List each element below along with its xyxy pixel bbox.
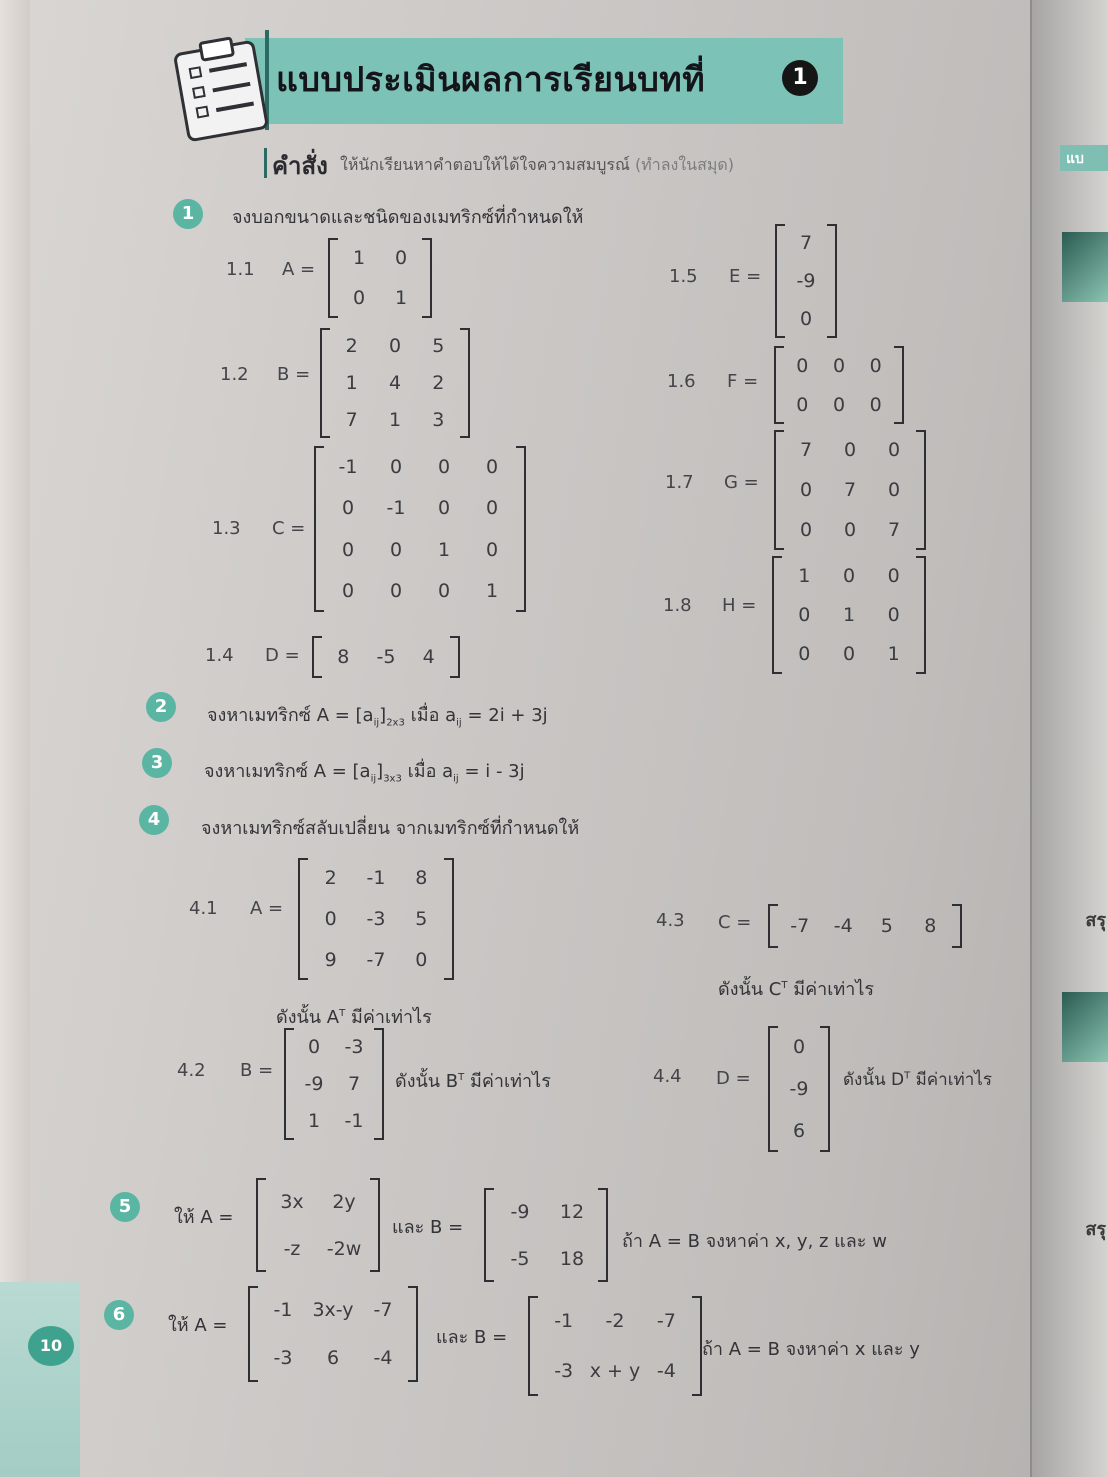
- matrix-entry: 9: [324, 948, 337, 971]
- transpose-question: ดังนั้น $A^T$ มีค่าเท่าไร: [276, 1007, 432, 1028]
- matrix-entry: -1: [338, 455, 358, 478]
- item-label: 1.7: [665, 472, 694, 493]
- matrix-entry: 12: [559, 1200, 585, 1223]
- matrix-row: [775, 262, 837, 300]
- matrix-entry: 0: [324, 907, 337, 930]
- matrix-entry: 2: [345, 335, 358, 358]
- page-number: 10: [28, 1326, 74, 1366]
- matrix-entry: 0: [437, 497, 451, 520]
- matrix-entry: 1: [394, 287, 408, 309]
- matrix-entry: 4: [388, 371, 402, 394]
- item-label: 4.3: [656, 910, 685, 931]
- matrix-entry: 1: [307, 1110, 321, 1133]
- matrix-entry: -7: [373, 1299, 393, 1321]
- matrix-row: [774, 346, 904, 385]
- matrix-name: B =: [277, 364, 311, 385]
- matrix-row: [328, 238, 432, 278]
- matrix-row: [248, 1286, 418, 1334]
- matrix-entry: 0: [394, 247, 408, 269]
- matrix-entry: 0: [437, 455, 451, 478]
- matrix-name: D =: [265, 645, 300, 666]
- matrix-entry: 0: [352, 287, 366, 309]
- matrix-row: [768, 1068, 830, 1110]
- question-number: 5: [110, 1192, 140, 1222]
- matrix-row: [248, 1334, 418, 1382]
- matrix-entry: -9: [796, 270, 816, 292]
- matrix-entry: 0: [796, 393, 809, 416]
- matrix-entry: 0: [389, 580, 403, 603]
- matrix-entry: 0: [341, 580, 355, 603]
- matrix-entry: -1: [386, 497, 406, 520]
- item-label: 4.2: [177, 1060, 206, 1081]
- matrix-entry: 0: [307, 1035, 321, 1058]
- matrix: [774, 346, 904, 424]
- page-edge: [0, 0, 30, 1477]
- matrix: [284, 1028, 384, 1140]
- matrix: [774, 430, 926, 550]
- matrix-entry: 1: [485, 580, 499, 603]
- matrix-row: [772, 556, 926, 595]
- matrix: [775, 224, 837, 338]
- matrix-entry: -5: [510, 1247, 530, 1270]
- matrix-entry: -1: [366, 867, 386, 890]
- matrix-entry: -1: [554, 1310, 574, 1332]
- matrix-entry: 0: [485, 497, 499, 520]
- matrix-row: [774, 470, 926, 510]
- matrix-row: [320, 401, 470, 438]
- matrix-entry: -9: [510, 1200, 530, 1223]
- instruction-rule: [264, 148, 267, 178]
- matrix-row: [528, 1346, 702, 1396]
- transpose-question: ดังนั้น $B^T$ มีค่าเท่าไร: [395, 1071, 551, 1092]
- matrix-entry: 0: [843, 439, 857, 461]
- matrix-row: [284, 1103, 384, 1140]
- matrix-row: [284, 1028, 384, 1065]
- next-page: [1030, 0, 1108, 1477]
- matrix-row: [256, 1178, 380, 1225]
- matrix-row: [320, 365, 470, 402]
- matrix-entry: 0: [798, 643, 811, 666]
- matrix-entry: 0: [842, 643, 856, 666]
- question-text: และ B =: [392, 1217, 464, 1238]
- next-page-thumbnail: [1062, 232, 1108, 302]
- matrix: [528, 1296, 702, 1396]
- matrix-entry: 0: [796, 354, 809, 377]
- question-text: ถ้า A = B จงหาค่า x และ y: [702, 1339, 920, 1360]
- matrix-entry: 0: [887, 564, 900, 587]
- matrix-row: [256, 1225, 380, 1272]
- matrix-entry: -1: [273, 1299, 293, 1321]
- matrix-row: [328, 278, 432, 318]
- matrix-entry: 0: [887, 479, 901, 501]
- matrix: [314, 446, 526, 612]
- matrix-entry: 6: [792, 1120, 806, 1142]
- matrix-name: C =: [718, 912, 752, 933]
- matrix-entry: 1: [388, 408, 402, 431]
- matrix-entry: -3: [554, 1360, 574, 1382]
- matrix-entry: 7: [799, 439, 813, 461]
- matrix-entry: 0: [887, 439, 901, 461]
- matrix-entry: 3x-y: [312, 1299, 354, 1321]
- matrix-entry: -4: [373, 1347, 393, 1369]
- item-label: 1.1: [226, 259, 255, 280]
- matrix-name: A =: [282, 259, 316, 280]
- matrix-row: [298, 858, 454, 899]
- question-text: จงหาเมทริกซ์ $A = [a_{ij}]_{2x3}$ เมื่อ $a_{ij} = 2i + 3j$: [207, 705, 548, 729]
- item-label: 1.2: [220, 364, 249, 385]
- instruction-body: ให้นักเรียนหาคำตอบให้ได้ใจความสมบูรณ์: [340, 155, 630, 174]
- next-page-tab: แบ: [1060, 145, 1108, 171]
- item-label: 4.4: [653, 1066, 682, 1087]
- matrix-row: [298, 939, 454, 980]
- matrix-entry: x + y: [589, 1360, 641, 1382]
- item-label: 1.5: [669, 266, 698, 287]
- matrix-name: E =: [729, 266, 762, 287]
- matrix: [320, 328, 470, 438]
- matrix-entry: 0: [415, 948, 428, 971]
- item-label: 4.1: [189, 898, 218, 919]
- matrix-entry: 1: [345, 371, 358, 394]
- matrix-entry: -z: [283, 1237, 301, 1260]
- matrix-entry: 0: [799, 519, 813, 541]
- matrix-entry: 0: [389, 538, 403, 561]
- matrix-entry: 18: [559, 1247, 585, 1270]
- matrix-entry: 7: [843, 479, 857, 501]
- matrix-row: [768, 1026, 830, 1068]
- matrix-entry: 7: [345, 408, 358, 431]
- matrix-entry: 4: [422, 646, 435, 668]
- matrix-row: [320, 328, 470, 365]
- matrix-name: G =: [724, 472, 759, 493]
- matrix-entry: -3: [366, 907, 386, 930]
- matrix-row: [772, 595, 926, 634]
- matrix-name: C =: [272, 518, 306, 539]
- matrix-entry: 0: [887, 603, 900, 626]
- next-page-heading: สรุ: [1085, 910, 1106, 931]
- next-page-heading: สรุ: [1085, 1219, 1106, 1240]
- matrix-entry: 0: [341, 497, 355, 520]
- matrix-entry: 8: [415, 867, 428, 890]
- question-text: จงบอกขนาดและชนิดของเมทริกซ์ที่กำหนดให้: [232, 207, 584, 228]
- matrix-row: [314, 571, 526, 613]
- matrix: [768, 1026, 830, 1152]
- matrix-name: H =: [722, 595, 757, 616]
- matrix-entry: -1: [344, 1110, 364, 1133]
- matrix-entry: 2: [324, 867, 337, 890]
- matrix-row: [774, 510, 926, 550]
- question-text: ให้ A =: [174, 1207, 234, 1228]
- matrix-entry: 0: [388, 335, 402, 358]
- matrix-entry: 1: [842, 603, 856, 626]
- matrix-row: [528, 1296, 702, 1346]
- matrix-entry: 5: [880, 915, 893, 937]
- matrix-entry: 0: [843, 519, 857, 541]
- matrix-entry: 0: [799, 479, 813, 501]
- chapter-number: 1: [782, 60, 818, 96]
- matrix-entry: -7: [656, 1310, 676, 1332]
- matrix-entry: 7: [887, 519, 901, 541]
- matrix-entry: 6: [326, 1347, 340, 1369]
- matrix-entry: 0: [799, 308, 813, 330]
- transpose-question: ดังนั้น $C^T$ มีค่าเท่าไร: [718, 979, 875, 1000]
- matrix-entry: 8: [337, 646, 350, 668]
- matrix-row: [484, 1235, 608, 1282]
- matrix-entry: 7: [347, 1072, 361, 1095]
- matrix-entry: -7: [790, 915, 810, 937]
- matrix: [484, 1188, 608, 1282]
- matrix-entry: 1: [887, 643, 900, 666]
- matrix-entry: 0: [792, 1036, 806, 1058]
- matrix: [328, 238, 432, 318]
- matrix-row: [774, 430, 926, 470]
- matrix-row: [768, 904, 962, 948]
- question-number: 2: [146, 692, 176, 722]
- matrix-row: [298, 899, 454, 940]
- question-text: ถ้า A = B จงหาค่า x, y, z และ w: [622, 1231, 887, 1252]
- matrix-entry: -5: [376, 646, 396, 668]
- matrix-entry: 0: [437, 580, 451, 603]
- matrix-entry: 3x: [280, 1190, 304, 1213]
- matrix-entry: 8: [924, 915, 937, 937]
- item-label: 1.6: [667, 371, 696, 392]
- instruction-note: (ทำลงในสมุด): [634, 155, 735, 174]
- question-text: จงหาเมทริกซ์สลับเปลี่ยน จากเมทริกซ์ที่กำหนดให้: [201, 818, 580, 839]
- question-number: 1: [173, 199, 203, 229]
- matrix: [298, 858, 454, 980]
- question-number: 3: [142, 748, 172, 778]
- instruction-text: [340, 153, 734, 178]
- matrix-row: [775, 300, 837, 338]
- matrix: [768, 904, 962, 948]
- page-title: แบบประเมินผลการเรียนบทที่: [276, 60, 706, 100]
- matrix-entry: 3: [432, 408, 445, 431]
- item-label: 1.3: [212, 518, 241, 539]
- matrix-entry: -4: [656, 1360, 676, 1382]
- matrix-entry: 2y: [332, 1190, 356, 1213]
- matrix: [256, 1178, 380, 1272]
- matrix: [772, 556, 926, 674]
- matrix-entry: 0: [341, 538, 355, 561]
- matrix-entry: 0: [842, 564, 856, 587]
- matrix-entry: 2: [432, 371, 445, 394]
- matrix-entry: -2w: [326, 1237, 362, 1260]
- matrix-entry: -3: [273, 1347, 293, 1369]
- question-text: จงหาเมทริกซ์ $A = [a_{ij}]_{3x3}$ เมื่อ $a_{ij} = i - 3j$: [204, 761, 525, 785]
- question-number: 4: [139, 805, 169, 835]
- matrix-row: [775, 224, 837, 262]
- matrix-entry: 0: [485, 538, 499, 561]
- matrix-entry: 0: [869, 393, 882, 416]
- matrix-name: B =: [240, 1060, 274, 1081]
- item-label: 1.4: [205, 645, 234, 666]
- matrix-row: [314, 488, 526, 530]
- matrix-entry: 0: [832, 393, 846, 416]
- matrix-entry: 0: [389, 455, 403, 478]
- question-text: และ B =: [436, 1327, 508, 1348]
- matrix-name: A =: [250, 898, 284, 919]
- matrix-entry: 0: [485, 455, 499, 478]
- matrix-entry: -4: [833, 915, 853, 937]
- matrix-row: [768, 1110, 830, 1152]
- matrix-entry: 1: [798, 564, 811, 587]
- instruction-label: คำสั่ง: [272, 152, 328, 180]
- transpose-question: ดังนั้น $D^T$ มีค่าเท่าไร: [843, 1070, 992, 1090]
- matrix-name: F =: [727, 371, 759, 392]
- question-text: ให้ A =: [168, 1315, 228, 1336]
- matrix-entry: 7: [799, 232, 813, 254]
- matrix-row: [484, 1188, 608, 1235]
- matrix: [248, 1286, 418, 1382]
- matrix-entry: -9: [789, 1078, 809, 1100]
- clipboard-icon: [173, 40, 269, 143]
- matrix-row: [314, 446, 526, 488]
- matrix-row: [312, 636, 460, 678]
- matrix-row: [772, 635, 926, 674]
- item-label: 1.8: [663, 595, 692, 616]
- matrix-entry: 1: [437, 538, 451, 561]
- next-page-thumbnail: [1062, 992, 1108, 1062]
- matrix-row: [774, 385, 904, 424]
- matrix-entry: 0: [798, 603, 811, 626]
- matrix-entry: 0: [832, 354, 846, 377]
- matrix-name: D =: [716, 1068, 751, 1089]
- matrix-row: [314, 529, 526, 571]
- matrix-entry: -9: [304, 1072, 324, 1095]
- matrix-entry: -2: [605, 1310, 625, 1332]
- matrix-entry: 1: [352, 247, 366, 269]
- matrix-entry: 5: [432, 335, 445, 358]
- question-number: 6: [104, 1300, 134, 1330]
- matrix: [312, 636, 460, 678]
- page-footer-band: [0, 1282, 80, 1477]
- matrix-row: [284, 1065, 384, 1102]
- matrix-entry: -7: [366, 948, 386, 971]
- matrix-entry: 0: [869, 354, 882, 377]
- matrix-entry: 5: [415, 907, 428, 930]
- matrix-entry: -3: [344, 1035, 364, 1058]
